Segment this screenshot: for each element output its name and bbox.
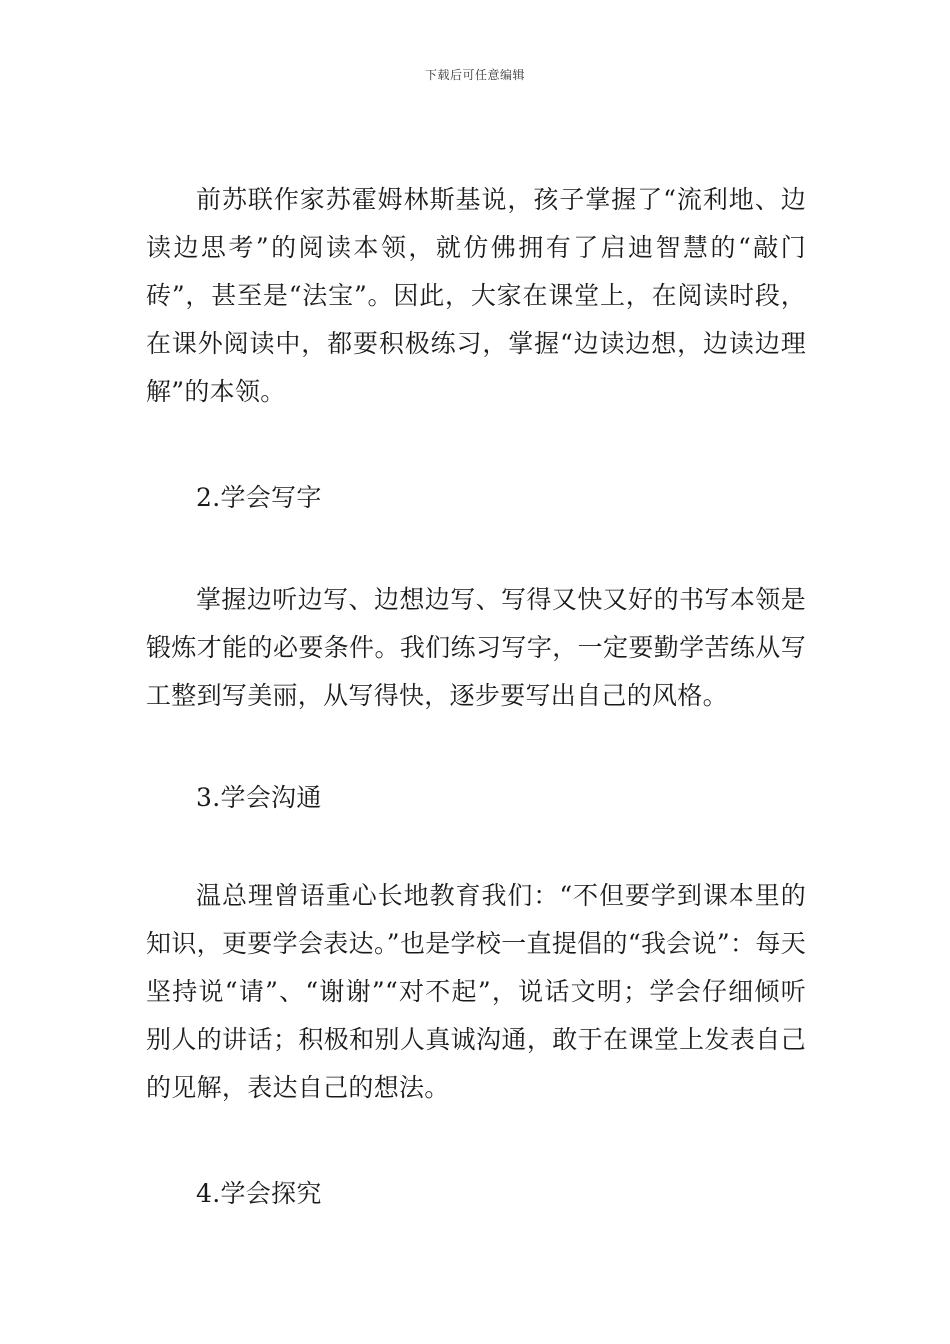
section-heading-text: 3.学会沟通 [196, 783, 322, 812]
header-note: 下载后可任意编辑 [424, 68, 525, 82]
paragraph-reading [146, 176, 806, 416]
section-heading-writing [146, 474, 806, 522]
paragraph-text: 前苏联作家苏霍姆林斯基说，孩子掌握了“流利地、边读边思考”的阅读本领，就仿佛拥有了启迪智慧的“敲门砖”，甚至是“法宝”。因此，大家在课堂上，在阅读时段，在课外阅读中，都要积极练习，掌握“边读边想，边读边理解”的本领。 [146, 185, 806, 406]
section-heading-text: 4.学会探究 [196, 1179, 322, 1208]
paragraph-communication [146, 872, 806, 1112]
paragraph-writing [146, 576, 806, 720]
paragraph-text: 温总理曾语重心长地教育我们：“不但要学到课本里的知识，更要学会表达。”也是学校一直提倡的“我会说”：每天坚持说“请”、“谢谢”“对不起”，说话文明；学会仔细倾听别人的讲话；积极和别人真诚沟通，敢于在课堂上发表自己的见解，表达自己的想法。 [146, 881, 806, 1102]
section-heading-text: 2.学会写字 [196, 483, 322, 512]
section-heading-inquiry [146, 1170, 806, 1218]
paragraph-text: 掌握边听边写、边想边写、写得又快又好的书写本领是锻炼才能的必要条件。我们练习写字，一定要勤学苦练从写工整到写美丽，从写得快，逐步要写出自己的风格。 [146, 585, 806, 710]
section-heading-communication [146, 774, 806, 822]
